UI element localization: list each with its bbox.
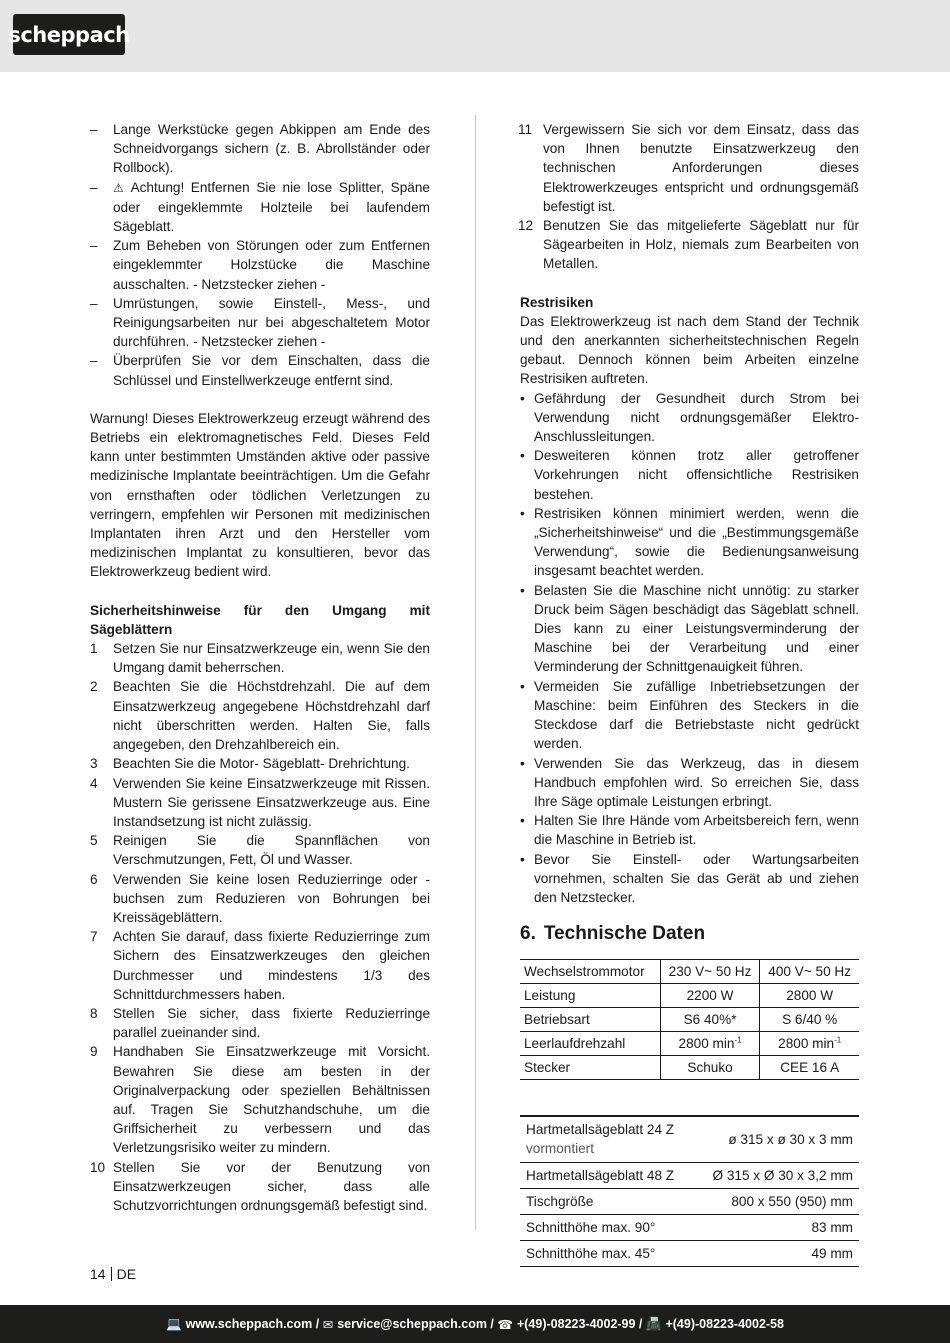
- list-item: • Halten Sie Ihre Hände vom Arbeitsbereich fern, wenn die Maschine in Betrieb ist.: [520, 813, 859, 848]
- table-row: Schnitthöhe max. 90° 83 mm: [520, 1214, 859, 1240]
- residual-risks-list: [520, 389, 859, 907]
- page-number: 14 DE: [90, 1266, 137, 1282]
- fax-number: +(49)-08223-4002-58: [665, 1317, 784, 1331]
- list-item: 11 Vergewissern Sie sich vor dem Einsatz, dass das von Ihnen benutzte Einsatzwerkzeug den technischen Anforderungen dieses Elektrowerkzeuges entspricht und ordnungsgemäß befestigt ist.: [518, 122, 859, 214]
- warning-triangle-icon: ⚠: [113, 180, 127, 195]
- computer-icon: 💻: [166, 1316, 182, 1331]
- column-divider: [475, 115, 476, 1230]
- list-item: • Restrisiken können minimiert werden, wenn die „Sicherheitshinweise“ und die „Bestimmungsgemäße Verwendung“, sowie die Bedienungsanweisung insgesamt beachtet werden.: [520, 505, 859, 579]
- saw-blade-safety-list-continued: [520, 120, 859, 274]
- mail-icon: ✉: [322, 1317, 334, 1332]
- saw-blade-safety-heading: Sicherheitshinweise für den Umgang mit Sägeblättern: [90, 602, 430, 637]
- list-item: 8 Stellen Sie sicher, dass fixierte Reduzierringe parallel zueinander sind.: [90, 1005, 430, 1041]
- page-header: [0, 0, 950, 72]
- left-column: [90, 120, 430, 1215]
- right-column: [520, 120, 859, 1267]
- list-item: • Vermeiden Sie zufällige Inbetriebsetzungen der Maschine: beim Einführen des Steckers in die Steckdose darf die Betriebstaste nicht gedrückt werden.: [520, 678, 859, 752]
- list-item: 4 Verwenden Sie keine Einsatzwerkzeuge mit Rissen. Mustern Sie gerissene Einsatzwerkzeuge aus. Eine Instandsetzung ist nicht zulässig.: [90, 775, 430, 829]
- email-link[interactable]: service@scheppach.com /: [337, 1317, 494, 1331]
- table-row: Hartmetallsägeblatt 48 Z Ø 315 x Ø 30 x 3,2 mm: [520, 1162, 859, 1188]
- table-row: Stecker Schuko CEE 16 A: [520, 1056, 859, 1080]
- list-item: – ⚠ Achtung! Entfernen Sie nie lose Splitter, Späne oder eingeklemmte Holzteile bei laufendem Sägeblatt.: [90, 179, 430, 235]
- list-item: – Zum Beheben von Störungen oder zum Entfernen eingeklemmter Holzstücke die Maschine ausschalten. - Netzstecker ziehen -: [90, 238, 430, 292]
- list-item: 3 Beachten Sie die Motor- Sägeblatt- Drehrichtung.: [90, 756, 410, 772]
- residual-risks-heading: Restrisiken: [520, 294, 594, 310]
- emf-warning-paragraph: Warnung! Dieses Elektrowerkzeug erzeugt während des Betriebs ein elektromagnetisches Feld. Dieses Feld kann unter bestimmten Umständen aktive oder passive medizinische Implantate beeinträchtigen. Um die Gefahr von ernsthaften oder tödlichen Verletzungen zu verringern, empfehlen wir Personen mit medizinischen Implantaten ihren Arzt und den Hersteller vom medizinischen Implantat zu konsultieren, bevor das Elektrowerkzeug bedient wird.: [90, 410, 430, 580]
- list-item: – Lange Werkstücke gegen Abkippen am Ende des Schneidvorgangs sichern (z. B. Abrollständer oder Rollbock).: [90, 122, 430, 176]
- list-item: • Belasten Sie die Maschine nicht unnötig: zu starker Druck beim Sägen beschädigt das Sägeblatt schnell. Dies kann zu einer Leistungsverminderung der Maschine bei der Verarbeitung und einer Verminderung der Schnittgenauigkeit führen.: [520, 582, 859, 675]
- table-row: Tischgröße 800 x 550 (950) mm: [520, 1188, 859, 1214]
- table-row: Leerlaufdrehzahl 2800 $\min^{-1}$ 2800 $\min^{-1}$: [520, 1032, 859, 1056]
- list-item: 10 Stellen Sie vor der Benutzung von Einsatzwerkzeugen sicher, dass alle Schutzvorrichtungen ordnungsgemäß befestigt sind.: [90, 1159, 430, 1213]
- section-title-technical-data: 6. Technische Daten: [520, 923, 706, 945]
- fax-icon: 📠: [645, 1316, 662, 1331]
- table-row: Leistung 2200 W 2800 W: [520, 984, 859, 1008]
- brand-logo: scheppach: [13, 14, 125, 55]
- dimension-spec-table: [520, 1115, 859, 1267]
- list-item: • Verwenden Sie das Werkzeug, das in diesem Handbuch empfohlen wird. So erreichen Sie, dass Ihre Säge optimale Leistungen erbringt.: [520, 755, 859, 809]
- list-item: 9 Handhaben Sie Einsatzwerkzeuge mit Vorsicht. Bewahren Sie diese am besten in der Originalverpackung oder speziellen Behältnissen auf. Tragen Sie Schutzhandschuhe, um die Griffsicherheit zu verbessern und das Verletzungsrisiko weiter zu mindern.: [90, 1044, 430, 1156]
- list-item: 6 Verwenden Sie keine losen Reduzierringe oder -buchsen zum Reduzieren von Bohrungen bei Kreissägeblättern.: [90, 871, 430, 925]
- list-item: • Bevor Sie Einstell- oder Wartungsarbeiten vornehmen, schalten Sie das Gerät ab und ziehen den Netzstecker.: [520, 851, 859, 905]
- list-item: 12 Benutzen Sie das mitgelieferte Sägeblatt nur für Sägearbeiten in Holz, niemals zum Bearbeiten von Metallen.: [518, 218, 859, 272]
- table-row: Hartmetallsägeblatt 24 Z vormontiert ø 315 x ø 30 x 3 mm: [520, 1116, 859, 1162]
- phone-number: +(49)-08223-4002-99 /: [516, 1317, 643, 1331]
- residual-risks-intro: Das Elektrowerkzeug ist nach dem Stand der Technik und den anerkannten sicherheitstechnischen Regeln gebaut. Dennoch können beim Arbeiten einzelne Restrisiken auftreten.: [520, 313, 859, 387]
- motor-spec-table: [520, 959, 859, 1080]
- list-item: 7 Achten Sie darauf, dass fixierte Reduzierringe zum Sichern des Einsatzwerkzeuges den gleichen Durchmesser und mindestens 1/3 des Schnittdurchmessers haben.: [90, 929, 430, 1002]
- list-item: 2 Beachten Sie die Höchstdrehzahl. Die auf dem Einsatzwerkzeug angegebene Höchstdrehzahl darf nicht überschritten werden. Halten Sie, falls angegeben, den Drehzahlbereich ein.: [90, 679, 430, 753]
- table-row: Schnitthöhe max. 45° 49 mm: [520, 1241, 859, 1267]
- website-link[interactable]: www.scheppach.com /: [185, 1317, 320, 1331]
- list-item: – Umrüstungen, sowie Einstell-, Mess-, und Reinigungsarbeiten nur bei abgeschaltetem Motor durchführen. - Netzstecker ziehen -: [90, 295, 430, 350]
- saw-blade-safety-list: [90, 639, 430, 1215]
- footer-contact-bar: [0, 1305, 950, 1343]
- list-item: • Gefährdung der Gesundheit durch Strom bei Verwendung nicht ordnungsgemäßer Elektro-Anschlussleitungen.: [520, 390, 859, 445]
- list-item: 5 Reinigen Sie die Spannflächen von Verschmutzungen, Fett, Öl und Wasser.: [90, 833, 430, 868]
- list-item: – Überprüfen Sie vor dem Einschalten, dass die Schlüssel und Einstellwerkzeuge entfernt sind.: [90, 353, 430, 388]
- list-item: • Desweiteren können trotz aller getroffener Vorkehrungen nicht offensichtliche Restrisiken bestehen.: [520, 448, 859, 502]
- list-item: 1 Setzen Sie nur Einsatzwerkzeuge ein, wenn Sie den Umgang damit beherrschen.: [90, 641, 430, 676]
- table-row: Wechselstrommotor 230 V~ 50 Hz 400 V~ 50 Hz: [520, 960, 859, 984]
- table-row: Betriebsart S6 40%* S 6/40 %: [520, 1008, 859, 1032]
- phone-icon: ☎: [497, 1317, 513, 1332]
- safety-dash-list: [90, 120, 430, 390]
